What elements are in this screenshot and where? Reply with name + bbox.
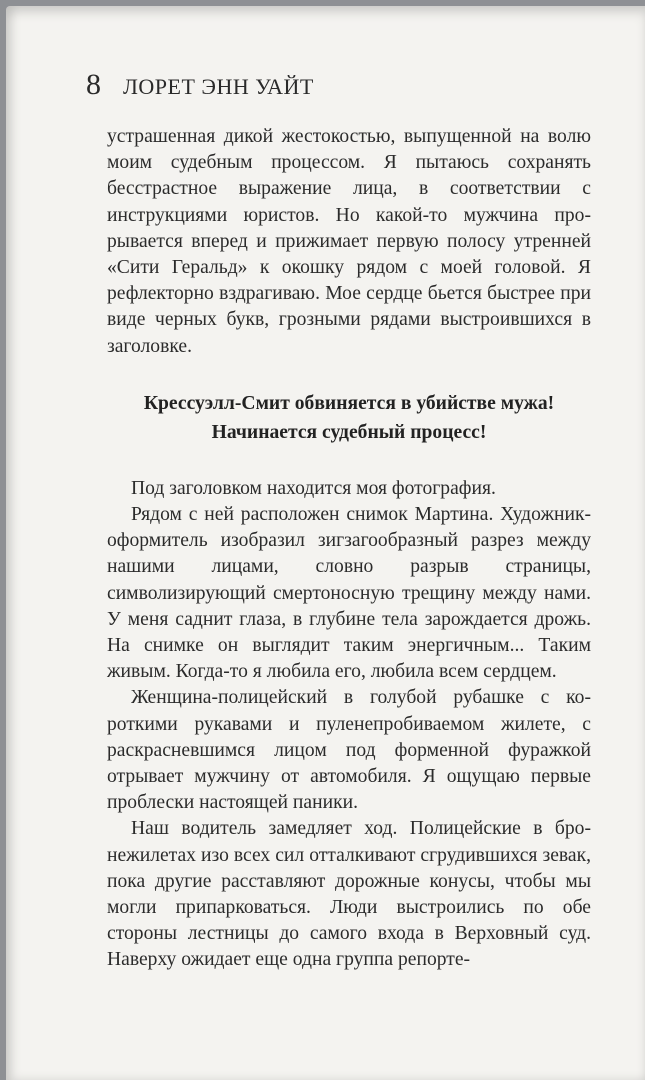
running-header [86, 68, 314, 102]
body-text [107, 124, 591, 974]
newspaper-headline [107, 389, 591, 447]
running-title: ЛОРЕТ ЭНН УАЙТ [123, 74, 314, 99]
paragraph-4: Женщина-полицейский в голубой рубашке с короткими рукавами и пуленепробиваемом жилете, с раскрасневшимся лицом под форменной фуражкой отрывает мужчину от автомобиля. Я ощущаю первые проблески настоящей паники. [107, 687, 591, 814]
paragraph-2: Под заголовком находится моя фотография. [131, 477, 496, 499]
paragraph-1: устрашенная дикой жестокостью, выпущенной на волю моим судебным процессом. Я пытаюсь сохранять бесстрастное выражение лица, в соответствии с инструкциями юристов. Но какой-то мужчина прорывается вперед и прижимает первую полосу утренней «Сити Геральд» к окошку рядом с моей головой. Я рефлекторно вздрагиваю. Мое сердце бьется быстрее при виде черных букв, грозными рядами выстроившихся в заголовке. [107, 126, 591, 357]
page-number: 8 [86, 68, 101, 101]
paragraph-3: Рядом с ней расположен снимок Мартина. Художник-оформитель изобразил зигзагообразный разрез между нашими лицами, словно разрыв страницы, символизирующий смертоносную трещину между нами. У меня саднит глаза, в глубине тела зарождается дрожь. На снимке он выглядит таким энергичным... Таким живым. Когда-то я любила его, любила всем сердцем. [107, 504, 591, 683]
paragraph-5: Наш водитель замедляет ход. Полицейские в бронежилетах изо всех сил отталкивают сгрудившихся зевак, пока другие расставляют дорожные конусы, чтобы мы могли припарковаться. Люди выстроились по обе стороны лестницы до самого входа в Верховный суд. Наверху ожидает еще одна группа репорте- [107, 818, 591, 971]
headline-line-2: Начинается судебный процесс! [211, 421, 487, 443]
book-page [6, 6, 645, 1080]
headline-line-1: Крессуэлл-Смит обвиняется в убийстве мужа! [143, 392, 555, 414]
